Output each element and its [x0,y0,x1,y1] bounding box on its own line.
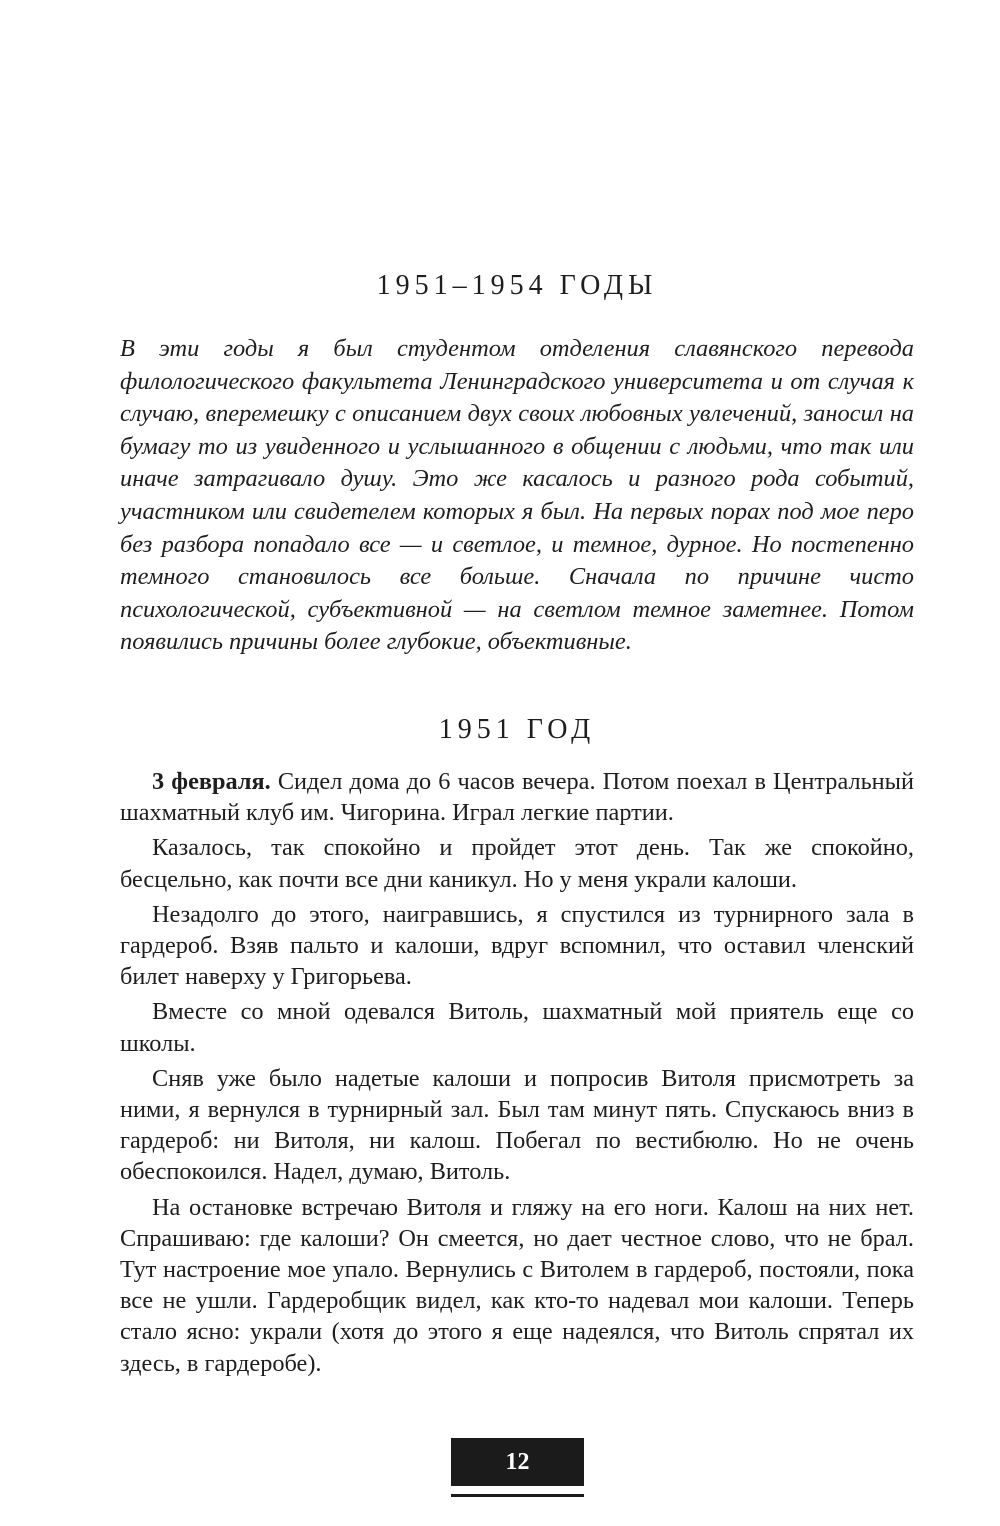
diary-paragraph [120,1192,914,1379]
diary-paragraph [120,832,914,894]
diary-paragraph [120,899,914,993]
diary-paragraph [120,996,914,1058]
period-heading: 1951–1954 ГОДЫ [376,270,658,301]
book-page [120,0,914,1526]
page-number: 12 [451,1438,584,1486]
entry-text: Сидел дома до 6 часов вечера. Потом поехал в Центральный шахматный клуб им. Чигорина. Играл легкие партии. [120,768,914,827]
entry-date: 3 февраля. [152,768,271,795]
diary-paragraph [120,766,914,828]
diary-entries [120,766,914,1379]
entry-text: На остановке встречаю Витоля и гляжу на его ноги. Калош на них нет. Спрашиваю: где калоши? Он смеется, но дает честное слово, что не брал. Тут настроение мое упало. Вернулись с Витолем в гардероб, постояли, пока все не ушли. Гардеробщик видел, как кто-то надевал мои калоши. Теперь стало ясно: украли (хотя до этого я еще надеялся, что Витоль спрятал их здесь, в гардеробе). [120,1193,914,1377]
footer-rule [451,1494,584,1497]
year-heading: 1951 ГОД [438,714,596,745]
diary-paragraph [120,1063,914,1188]
entry-text: Вместе со мной одевался Витоль, шахматный мой приятель еще со школы. [120,998,914,1057]
page-footer [451,1438,584,1497]
entry-text: Незадолго до этого, наигравшись, я спустился из турнирного зала в гардероб. Взяв пальто и калоши, вдруг вспомнил, что оставил членский билет наверху у Григорьева. [120,900,914,991]
intro-paragraph: В эти годы я был студентом отделения славянского перевода филологического факультета Ленинградского университета и от случая к случаю, вперемешку с описанием двух своих любовных увлечений, заносил на бумагу то из увиденного и услышанного в общении с людьми, что так или иначе затрагивало душу. Это же касалось и разного рода событий, участником или свидетелем которых я был. На первых порах под мое перо без разбора попадало все — и светлое, и темное, дурное. Но постепенно темного становилось все больше. Сначала по причине чисто психологической, субъективной — на светлом темное заметнее. Потом появились причины более глубокие, объективные. [120,335,914,656]
entry-text: Казалось, так спокойно и пройдет этот день. Так же спокойно, бесцельно, как почти все дни каникул. Но у меня украли калоши. [120,834,914,893]
entry-text: Сняв уже было надетые калоши и попросив Витоля присмотреть за ними, я вернулся в турнирный зал. Был там минут пять. Спускаюсь вниз в гардероб: ни Витоля, ни калош. Побегал по вестибюлю. Но не очень обеспокоился. Надел, думаю, Витоль. [120,1064,914,1186]
